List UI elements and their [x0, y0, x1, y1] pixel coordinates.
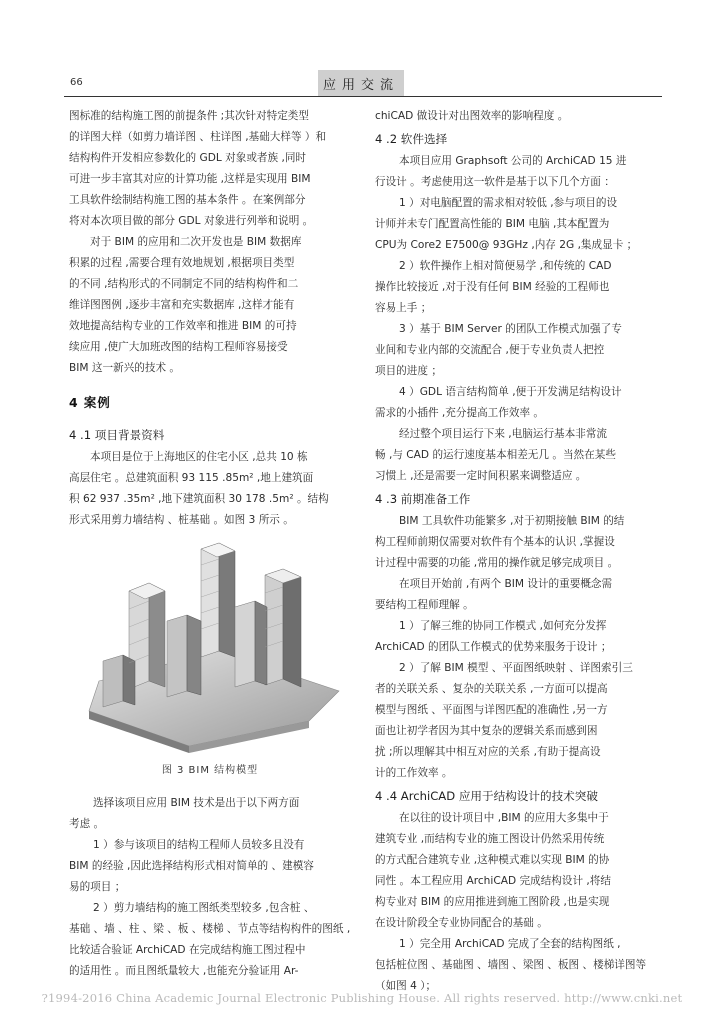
- text-line: 效地提高结构专业的工作效率和推进 BIM 的可持: [69, 320, 297, 332]
- text-line: 计过程中需要的功能 ,常用的操作就足够完成项目 。: [375, 557, 619, 569]
- text-line: 的方式配合建筑专业 ,这种模式难以实现 BIM 的协: [375, 854, 610, 866]
- right-para-7: [375, 511, 657, 574]
- text-line: 易的项目 ；: [69, 881, 126, 893]
- text-line: 在设计阶段全专业协同配合的基础 。: [375, 917, 548, 929]
- text-line: 计的工作效率 。: [375, 767, 453, 779]
- text-line: 本项目应用 Graphsoft 公司的 ArchiCAD 15 进: [399, 155, 627, 167]
- text-line: 构工程师前期仅需要对软件有个基本的认识 ,掌握设: [375, 536, 615, 548]
- text-line: 构专业对 BIM 的应用推进到施工图阶段 ,也是实现: [375, 896, 610, 908]
- figure-bim-structural-model: [69, 531, 351, 759]
- left-column: [69, 106, 351, 982]
- right-para-1: [375, 151, 657, 193]
- text-line: 畅 ,与 CAD 的运行速度基本相差无几 。当然在某些: [375, 449, 616, 461]
- text-line: BIM 工具软件功能繁多 ,对于初期接触 BIM 的结: [399, 515, 625, 527]
- section-heading-4-4: 4 .4 ArchiCAD 应用于结构设计的技术突破: [375, 789, 598, 803]
- text-line: 项目的进度 ；: [375, 365, 442, 377]
- text-line: 考虑 。: [69, 818, 105, 830]
- text-line: 工具软件绘制结构施工图的基本条件 。在案例部分: [69, 194, 306, 206]
- text-line: 续应用 ,使广大加班改图的结构工程师容易接受: [69, 341, 288, 353]
- section-heading-4-2: 4 .2 软件选择: [375, 132, 448, 146]
- copyright-footer: ?1994-2016 China Academic Journal Electronic Publishing House. All rights reserved. http://www.cnki.net: [41, 991, 683, 1005]
- right-para-5: [375, 382, 657, 424]
- right-para-8: [375, 574, 657, 616]
- text-line: 形式采用剪力墙结构 、桩基础 。如图 3 所示 。: [69, 514, 294, 526]
- text-line: 1 ）对电脑配置的需求相对较低 ,参与项目的设: [399, 197, 618, 209]
- text-line: CPU为 Core2 E7500@ 93GHz ,内存 2G ,集成显卡 ；: [375, 239, 638, 251]
- text-line: 基础 、墙 、柱 、梁 、板 、楼梯 、节点等结构构件的图纸 ,: [69, 923, 351, 935]
- text-line: 业间和专业内部的交流配合 ,便于专业负责人把控: [375, 344, 605, 356]
- text-line: 1 ）完全用 ArchiCAD 完成了全套的结构图纸 ,: [399, 938, 621, 950]
- text-line: 对于 BIM 的应用和二次开发也是 BIM 数据库: [90, 236, 302, 248]
- text-line: 者的关联关系 、复杂的关联关系 ,一方面可以提高: [375, 683, 608, 695]
- text-line: 积累的过程 ,需要合理有效地规划 ,根据项目类型: [69, 257, 295, 269]
- right-para-11: [375, 808, 657, 934]
- text-line: 习惯上 ,还是需要一定时间积累来调整适应 。: [375, 470, 587, 482]
- header-rule: [64, 96, 662, 97]
- text-line: 1 ）了解三维的协同工作模式 ,如何充分发挥: [399, 620, 607, 632]
- journal-section-title: 应用交流: [318, 70, 404, 96]
- text-line: 包括桩位图 、基础图 、墙图 、梁图 、板图 、楼梯详图等: [375, 959, 647, 971]
- left-para-1: [69, 106, 351, 232]
- text-line: 本项目是位于上海地区的住宅小区 ,总共 10 栋: [90, 451, 308, 463]
- right-para-9: [375, 616, 657, 658]
- text-line: 选择该项目应用 BIM 技术是出于以下两方面: [93, 797, 300, 809]
- text-line: 的适用性 。而且图纸量较大 ,也能充分验证用 Ar-: [69, 965, 299, 977]
- text-line: 图标准的结构施工图的前提条件 ;其次针对特定类型: [69, 110, 309, 122]
- text-line: 高层住宅 。总建筑面积 93 115 .85m² ,地上建筑面: [69, 472, 314, 484]
- right-para-3: [375, 256, 657, 319]
- section-heading-4-3: 4 .3 前期准备工作: [375, 492, 471, 506]
- text-line: 在项目开始前 ,有两个 BIM 设计的重要概念需: [399, 578, 613, 590]
- left-para-2: [69, 232, 351, 379]
- left-para-3: [69, 447, 351, 531]
- text-line: 容易上手 ；: [375, 302, 432, 314]
- right-para-2: [375, 193, 657, 256]
- text-line: 可进一步丰富其对应的计算功能 ,这样是实现用 BIM: [69, 173, 311, 185]
- page-number: 66: [70, 77, 83, 88]
- right-para-4: [375, 319, 657, 382]
- text-line: chiCAD 做设计对出图效率的影响程度 。: [375, 110, 569, 122]
- left-para-5: [69, 835, 351, 898]
- text-line: 要结构工程师理解 。: [375, 599, 474, 611]
- text-line: 在以往的设计项目中 ,BIM 的应用大多集中于: [399, 812, 609, 824]
- text-line: 同性 。本工程应用 ArchiCAD 完成结构设计 ,将结: [375, 875, 611, 887]
- text-line: 的详图大样（如剪力墙详图 、柱详图 ,基础大样等 ）和: [69, 131, 327, 143]
- text-line: 比较适合验证 ArchiCAD 在完成结构施工图过程中: [69, 944, 306, 956]
- text-line: （如图 4 ）；: [375, 980, 437, 992]
- section-heading-4-1: 4 .1 项目背景资料: [69, 428, 165, 442]
- text-line: 3 ）基于 BIM Server 的团队工作模式加强了专: [399, 323, 622, 335]
- text-line: 经过整个项目运行下来 ,电脑运行基本非常流: [399, 428, 608, 440]
- bim-model-image: [69, 531, 351, 759]
- figure-caption: 图 3 BIM 结构模型: [161, 765, 259, 776]
- text-line: 面也让初学者因为其中复杂的逻辑关系而感到困: [375, 725, 598, 737]
- right-column: [375, 106, 657, 997]
- text-line: 需求的小插件 ,充分提高工作效率 。: [375, 407, 545, 419]
- right-para-6: [375, 424, 657, 487]
- left-para-6: [69, 898, 351, 982]
- text-line: 将对本次项目做的部分 GDL 对象进行列举和说明 。: [69, 215, 314, 227]
- text-line: 2 ）了解 BIM 模型 、平面图纸映射 、详图索引三: [399, 662, 633, 674]
- text-line: 结构构件开发相应参数化的 GDL 对象或者族 ,同时: [69, 152, 307, 164]
- text-line: 1 ）参与该项目的结构工程师人员较多且没有: [93, 839, 305, 851]
- text-line: 的不同 ,结构形式的不同制定不同的结构构件和二: [69, 278, 299, 290]
- text-line: BIM 这一新兴的技术 。: [69, 362, 181, 374]
- right-para-10: [375, 658, 657, 784]
- text-line: 维详图图例 ,逐步丰富和充实数据库 ,这样才能有: [69, 299, 295, 311]
- text-line: ArchiCAD 的团队工作模式的优势来服务于设计 ；: [375, 641, 612, 653]
- text-line: 积 62 937 .35m² ,地下建筑面积 30 178 .5m² 。结构: [69, 493, 329, 505]
- text-line: 计师并未专门配置高性能的 BIM 电脑 ,其本配置为: [375, 218, 610, 230]
- right-para-12: [375, 934, 657, 997]
- text-line: 2 ）软件操作上相对简便易学 ,和传统的 CAD: [399, 260, 612, 272]
- section-heading-4: 4 案例: [69, 395, 111, 410]
- text-line: 行设计 。考虑使用这一软件是基于以下几个方面 ：: [375, 176, 615, 188]
- text-line: 2 ）剪力墙结构的施工图纸类型较多 ,包含桩 、: [93, 902, 315, 914]
- left-para-4: [69, 793, 351, 835]
- text-line: 模型与图纸 、平面图与详图匹配的准确性 ,另一方: [375, 704, 608, 716]
- text-line: 建筑专业 ,而结构专业的施工图设计仍然采用传统: [375, 833, 605, 845]
- text-line: 操作比较接近 ,对于没有任何 BIM 经验的工程师也: [375, 281, 610, 293]
- text-line: 扰 ;所以理解其中相互对应的关系 ,有助于提高设: [375, 746, 601, 758]
- text-line: 4 ）GDL 语言结构简单 ,便于开发满足结构设计: [399, 386, 622, 398]
- text-line: BIM 的经验 ,因此选择结构形式相对简单的 、建模容: [69, 860, 314, 872]
